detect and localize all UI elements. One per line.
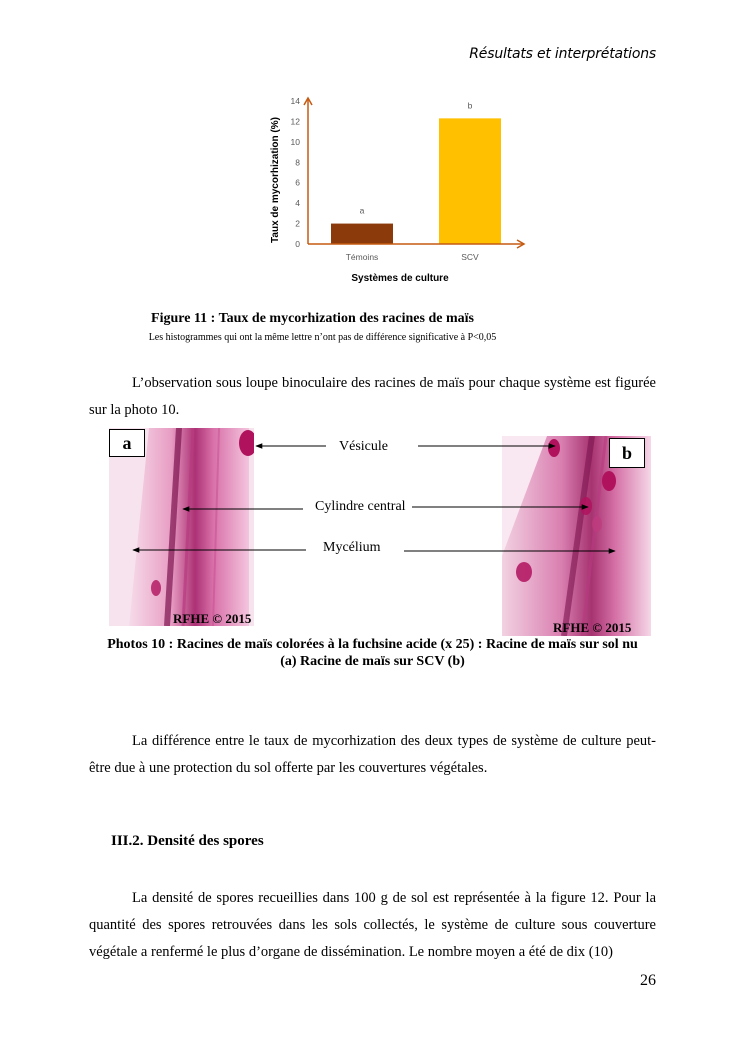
x-axis-label: Systèmes de culture	[351, 273, 449, 284]
running-header: Résultats et interprétations	[469, 46, 656, 62]
section-heading: III.2. Densité des spores	[111, 833, 264, 849]
y-tick-label: 0	[295, 239, 300, 249]
paragraph-observation: L’observation sous loupe binoculaire des racines de maïs pour chaque système est figurée sur la photo 10.	[89, 375, 656, 418]
photo-b-label: b	[609, 438, 645, 468]
photo-a-label: a	[109, 429, 145, 457]
significance-letter: a	[359, 205, 365, 216]
photos-caption-line1: Photos 10 : Racines de maïs colorées à la fuchsine acide (x 25) : Racine de maïs sur sol nu	[107, 637, 638, 652]
y-tick-label: 4	[295, 198, 300, 209]
page-number: 26	[640, 972, 656, 989]
y-tick-label: 8	[295, 157, 300, 168]
y-tick-label: 6	[295, 177, 300, 188]
paragraph-spore-density: La densité de spores recueillies dans 100 g de sol est représentée à la figure 12. Pour la quantité des spores retrouvées dans les sols collectés, le système de culture sous couverture végétale a renfermé le plus d’organe de dissémination. Le nombre moyen a été de dix (10)	[89, 890, 656, 960]
y-tick-label: 2	[295, 218, 300, 229]
y-tick-label: 10	[290, 136, 300, 147]
figure-11-title: Figure 11 : Taux de mycorhization des racines de maïs	[151, 311, 474, 326]
paragraph-difference: La différence entre le taux de mycorhization des deux types de système de culture peut-être due à une protection du sol offerte par les couvertures végétales.	[89, 733, 656, 776]
significance-letter: b	[467, 100, 473, 111]
photo-a-credit: RFHE © 2015	[173, 611, 252, 626]
photos-caption-line2: (a) Racine de maïs sur SCV (b)	[280, 654, 465, 669]
y-tick-label: 14	[290, 96, 300, 106]
figure-11-note: Les histogrammes qui ont la même lettre n’ont pas de différence significative à P<0,05	[148, 332, 497, 343]
label-mycelium: Mycélium	[323, 540, 381, 555]
label-vesicule: Vésicule	[339, 439, 388, 454]
photo-b-credit: RFHE © 2015	[553, 620, 632, 635]
y-tick-label: 12	[290, 116, 300, 127]
y-axis-label: Taux de mycorhization (%)	[270, 117, 281, 243]
x-tick-label: Témoins	[345, 252, 379, 262]
x-tick-label: SCV	[461, 252, 479, 262]
label-cylindre-central: Cylindre central	[315, 499, 406, 514]
photos-10-caption	[80, 636, 665, 670]
